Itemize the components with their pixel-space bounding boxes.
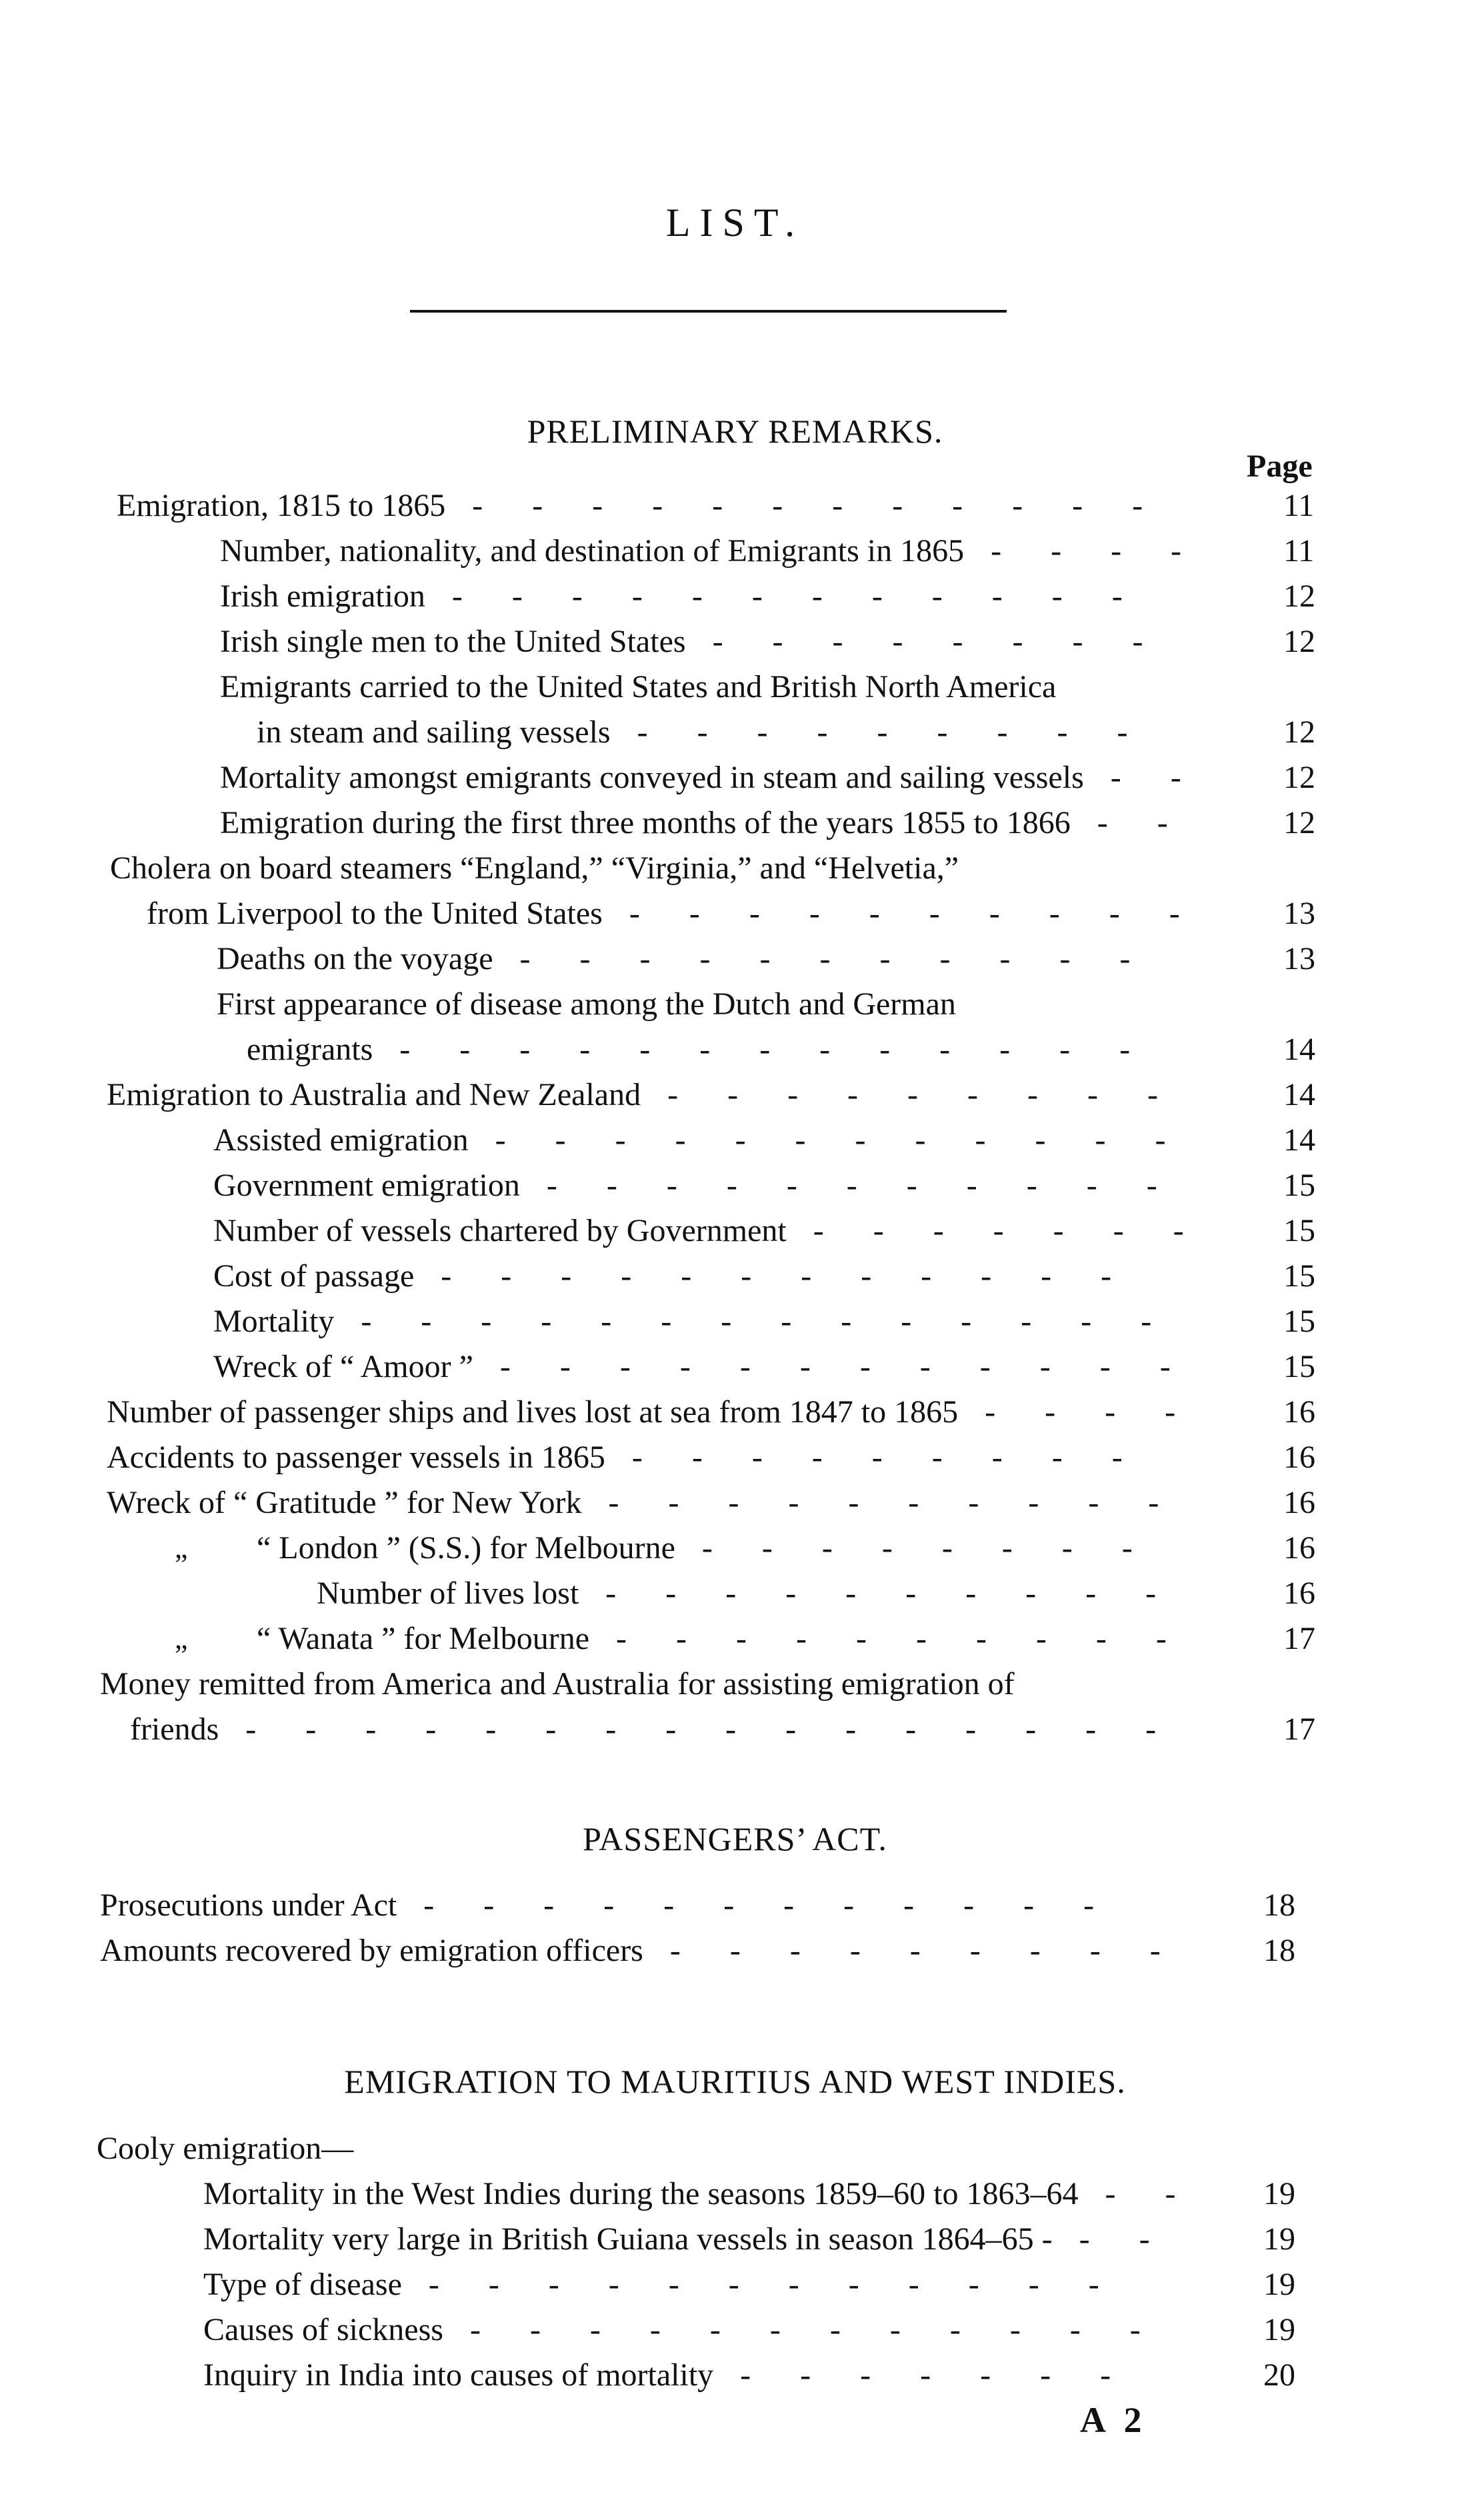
leader-dots: - - - - - - - - - - — [608, 1485, 1159, 1520]
leader-dots: - - — [1110, 760, 1181, 795]
entry-text: Emigration, 1815 to 1865 — [117, 488, 446, 523]
leader-dots: - - - - - - - - - — [667, 1077, 1158, 1112]
leader-dots: - - - - - - - - - - - - — [499, 1349, 1171, 1384]
leader-dots: - - - - - - - - — [712, 624, 1143, 659]
entry-text: Mortality — [213, 1304, 335, 1339]
leader-dots: - - - - - - - - - - — [629, 896, 1180, 931]
page-number: 16 — [1283, 1576, 1315, 1611]
entry-text: Irish emigration — [220, 579, 425, 614]
leader-dots: - - - - - - - — [740, 2357, 1111, 2393]
leader-dots: - - - - - - - - - - — [605, 1576, 1157, 1611]
page-number: 12 — [1283, 805, 1315, 840]
leader-dots: - - - - - - - - - - - - — [441, 1258, 1112, 1294]
page-number: 19 — [1263, 2176, 1295, 2211]
leader-dots: - - - - - - - - - — [669, 1933, 1161, 1968]
page-number: 16 — [1283, 1440, 1315, 1475]
section-heading-passengers-act: PASSENGERS’ ACT. — [583, 1820, 887, 1858]
page-number: 18 — [1263, 1888, 1295, 1923]
leader-dots: - - - - - - - - - - — [616, 1621, 1167, 1656]
entry-text: Cooly emigration— — [97, 2131, 354, 2166]
page-number: 12 — [1283, 760, 1315, 795]
leader-dots: - - - - - - - - - - - - - — [399, 1032, 1131, 1067]
entry-text: Number of vessels chartered by Government — [213, 1213, 787, 1248]
entry-text: Type of disease — [203, 2267, 402, 2302]
page-title: LIST. — [665, 201, 805, 245]
signature-mark: A 2 — [1080, 2400, 1147, 2440]
page-number: 12 — [1283, 579, 1315, 614]
entry-text: Emigration to Australia and New Zealand — [107, 1077, 641, 1112]
entry-text: Mortality in the West Indies during the seasons 1859–60 to 1863–64 — [203, 2176, 1079, 2211]
leader-dots: - - - - - - - - - — [631, 1440, 1123, 1475]
page-number: 19 — [1263, 2267, 1295, 2302]
entry-text: Amounts recovered by emigration officers — [100, 1933, 643, 1968]
entry-text: Emigrants carried to the United States and British North America — [220, 669, 1057, 704]
entry-text: Mortality amongst emigrants conveyed in steam and sailing vessels — [220, 760, 1084, 795]
entry-text: Mortality very large in British Guiana vessels in season 1864–65 - — [203, 2221, 1053, 2257]
page-number: 12 — [1283, 714, 1315, 750]
leader-dots: - - - - - - - - — [701, 1530, 1133, 1566]
entry-text: First appearance of disease among the Dutch and German — [217, 986, 956, 1022]
entry-text: Accidents to passenger vessels in 1865 — [107, 1440, 605, 1475]
entry-text: Government emigration — [213, 1168, 520, 1203]
entry-text: Wreck of “ Amoor ” — [213, 1349, 473, 1384]
entry-text: Number of lives lost — [317, 1576, 579, 1611]
leader-dots: - - - - - - - - - - - — [546, 1168, 1157, 1203]
entry-text: Irish single men to the United States — [220, 624, 686, 659]
page-number: 14 — [1283, 1077, 1315, 1112]
entry-text: Cholera on board steamers “England,” “Virginia,” and “Helvetia,” — [110, 850, 959, 886]
entry-text: “ Wanata ” for Melbourne — [257, 1621, 590, 1656]
section-heading-preliminary: PRELIMINARY REMARKS. — [527, 413, 943, 450]
page-number: 15 — [1283, 1258, 1315, 1294]
leader-dots: - - — [1079, 2221, 1150, 2257]
entry-text: friends — [130, 1712, 219, 1747]
page-number: 15 — [1283, 1349, 1315, 1384]
entry-text: Assisted emigration — [213, 1122, 469, 1158]
page-number: 15 — [1283, 1304, 1315, 1339]
entry-text: Wreck of “ Gratitude ” for New York — [107, 1485, 582, 1520]
page-number: 16 — [1283, 1394, 1315, 1430]
page-number: 11 — [1283, 533, 1315, 569]
page-number: 17 — [1283, 1621, 1315, 1656]
page-number: 13 — [1283, 896, 1315, 931]
leader-dots: - - - - - - - - - - - - — [428, 2267, 1099, 2302]
leader-dots: - - - - — [991, 533, 1182, 569]
leader-dots: - - - - - - - - - - - - - - — [361, 1304, 1152, 1339]
page-number: 18 — [1263, 1933, 1295, 1968]
leader-dots: - - - - - - - - - - - - - - - - — [245, 1712, 1157, 1747]
entry-text: Cost of passage — [213, 1258, 415, 1294]
entry-text: Causes of sickness — [203, 2312, 443, 2347]
leader-dots: - - — [1097, 805, 1168, 840]
leader-dots: - - - - - - - - - — [637, 714, 1128, 750]
entry-text: in steam and sailing vessels — [257, 714, 611, 750]
page-number: 11 — [1283, 488, 1315, 523]
ditto-mark: „ — [175, 1622, 188, 1655]
ditto-mark: „ — [175, 1532, 188, 1564]
entry-text: Emigration during the first three months of the years 1855 to 1866 — [220, 805, 1071, 840]
entry-text: emigrants — [247, 1032, 373, 1067]
title-rule — [410, 310, 1007, 313]
leader-dots: - - — [1105, 2176, 1176, 2211]
entry-text: Number, nationality, and destination of Emigrants in 1865 — [220, 533, 965, 569]
page-number: 16 — [1283, 1485, 1315, 1520]
leader-dots: - - - - - - - - - - - - — [472, 488, 1143, 523]
section-heading-mauritius: EMIGRATION TO MAURITIUS AND WEST INDIES. — [344, 2063, 1126, 2100]
leader-dots: - - - - - - - - - - - - — [423, 1888, 1095, 1923]
entry-text: from Liverpool to the United States — [147, 896, 603, 931]
entry-text: Prosecutions under Act — [100, 1888, 397, 1923]
entry-text: “ London ” (S.S.) for Melbourne — [257, 1530, 675, 1566]
leader-dots: - - - - - - - - - - - - — [495, 1122, 1166, 1158]
page-number: 15 — [1283, 1213, 1315, 1248]
page-number: 13 — [1283, 941, 1315, 976]
leader-dots: - - - - - - - - - - - — [519, 941, 1131, 976]
page-number: 15 — [1283, 1168, 1315, 1203]
page-number: 17 — [1283, 1712, 1315, 1747]
page-number: 20 — [1263, 2357, 1295, 2393]
leader-dots: - - - - - - - - - - - - — [451, 579, 1123, 614]
page-number: 14 — [1283, 1032, 1315, 1067]
page-number: 16 — [1283, 1530, 1315, 1566]
page-number: 19 — [1263, 2312, 1295, 2347]
entry-text: Money remitted from America and Australia for assisting emigration of — [100, 1666, 1015, 1702]
page-number: 12 — [1283, 624, 1315, 659]
entry-text: Number of passenger ships and lives lost at sea from 1847 to 1865 — [107, 1394, 959, 1430]
leader-dots: - - - - - - - - - - - - — [469, 2312, 1141, 2347]
page-column-label: Page — [1247, 449, 1313, 484]
entry-text: Deaths on the voyage — [217, 941, 493, 976]
entry-text: Inquiry in India into causes of mortality — [203, 2357, 714, 2393]
leader-dots: - - - - - - - — [813, 1213, 1184, 1248]
page-number: 14 — [1283, 1122, 1315, 1158]
page-number: 19 — [1263, 2221, 1295, 2257]
leader-dots: - - - - — [985, 1394, 1176, 1430]
